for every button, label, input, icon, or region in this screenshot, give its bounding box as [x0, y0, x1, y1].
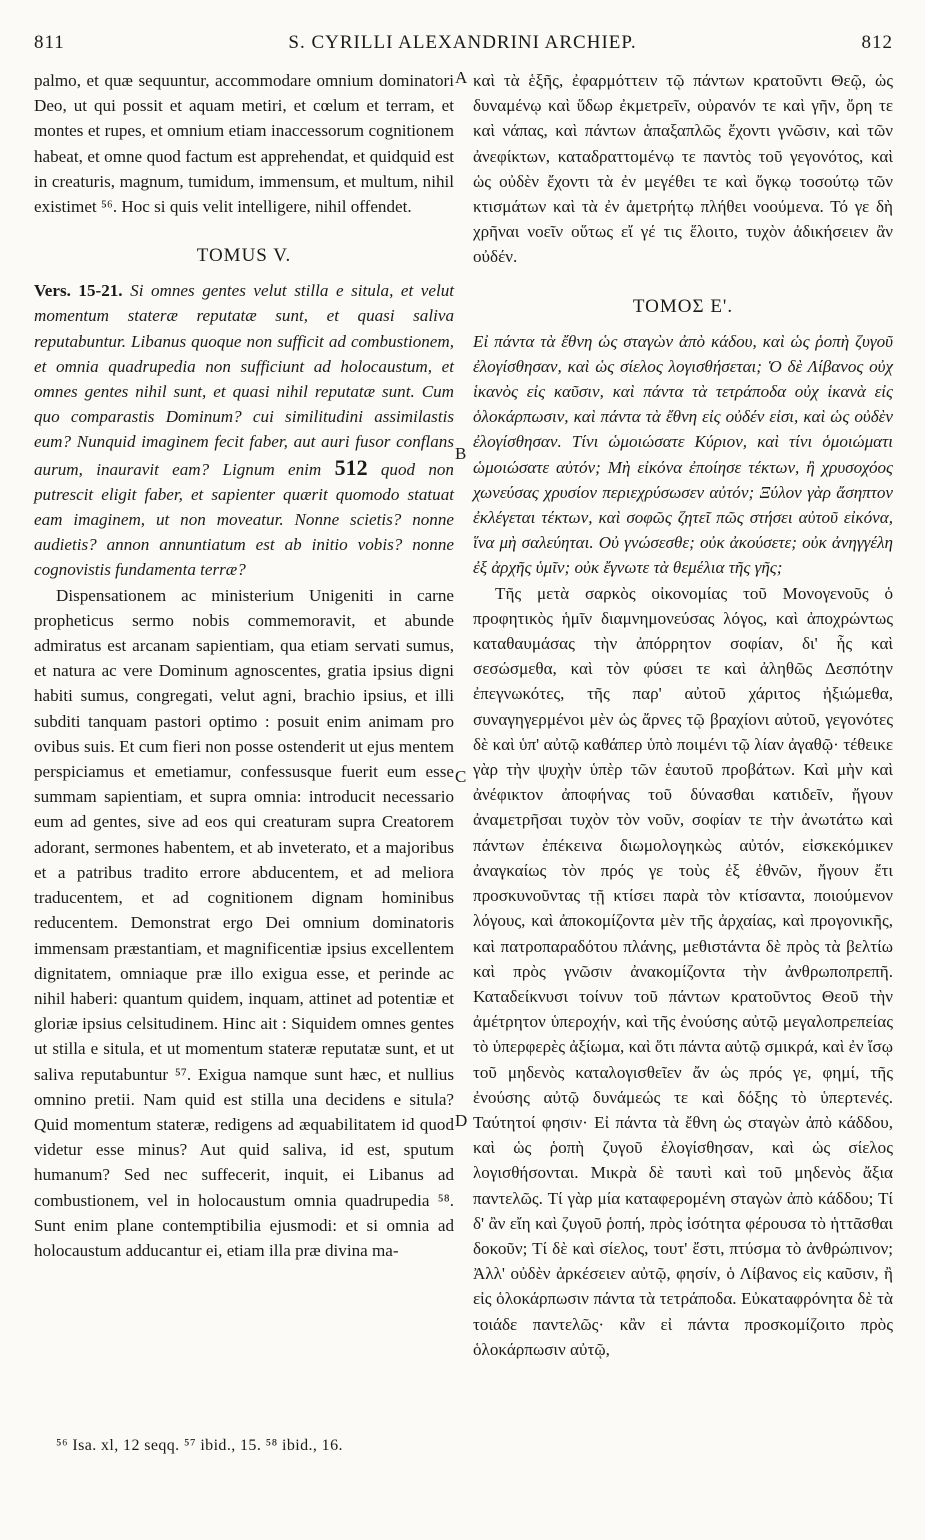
greek-verse: Εἰ πάντα τὰ ἔθνη ὡς σταγὼν ἀπὸ κάδου, καὶ ὡς ῥοπὴ ζυγοῦ ἐλογίσθησαν, καὶ ὡς σίελος λογισθήσεται; Ὁ δὲ Λίβανος οὐχ ἱκανὸς εἰς καῦσιν, καὶ πάντα τὰ τετράποδα οὐχ ἱκανὰ εἰς ὁλοκάρπωσιν, καὶ πάντα τὰ ἔθνη εἰς οὐδέν εἰσι, καὶ ὡς οὐδὲν ἐλογίσθησαν. Τίνι ὡμοιώσατε Κύριον, καὶ τίνι ὁμοιώματι ὡμοιώσατε αὐτόν; Μὴ εἰκόνα ἐποίησε τέκτων, ἢ χρυσοχόος χωνεύσας χρυσίον περιεχρύσωσεν αὐτόν; Ξύλον γὰρ ἄσηπτον ἐκλέγεται τέκτων, καὶ σοφῶς ζητεῖ πῶς στήσει αὐτοῦ εἰκόνα, ἵνα μὴ σαλεύηται. Οὐ γνώσεσθε; οὐκ ἀκούσετε; οὐκ ἀνηγγέλη ἐξ ἀρχῆς ὑμῖν; οὐκ ἔγνωτε τὰ θεμέλια τῆς γῆς; [473, 331, 893, 578]
footnotes: ⁵⁶ Isa. xl, 12 seqq. ⁵⁷ ibid., 15. ⁵⁸ ibid., 16. [56, 1437, 343, 1454]
greek-column [473, 68, 893, 1362]
column-number: 512 [334, 454, 368, 480]
greek-commentary: Τῆς μετὰ σαρκὸς οἰκονομίας τοῦ Μονογενοῦς ὁ προφητικὸς ἡμῖν διαμνημονεύσας λόγος, καὶ ἀποχρώντως καταθαυμάσας τὴν ἀπόρρητον σοφίαν, δι' ἧς καὶ σεσώσμεθα, καὶ τὸν φύσει τε καὶ ἀληθῶς Δεσπότην ἐπεγνωκότες, τῆς παρ' αὐτοῦ χάριτος ἠξιώμεθα, συναγηγερμένοι μὲν ὡς ἄρνες τῷ βραχίονι αὐτοῦ, γεγονότες δὲ καὶ ὑπ' αὐτῷ καθάπερ ὑπὸ ποιμένι τῷ λίαν ἀγαθῷ· τέθεικε γὰρ τὴν ψυχὴν ὑπὲρ τῶν ἑαυτοῦ προβάτων. Καὶ μὴν καὶ ἀνέφικτον ἀποφήνας τοῦ δύνασθαι κατιδεῖν, ἤγουν ἀναμετρῆσαι τυχὸν τὸν νοῦν, σοφίαν τε τὴν ἀνωτάτω καὶ πάντων ἐπέκεινα διωμολογηκὼς αὐτόν, εἰσκεκόμικεν ἀναγκαίως τὸν πρός γε τοὺς ἐξ ἐθνῶν, ἤγουν ἔτι προσκυνοῦντας τῇ κτίσει παρὰ τὸν κτίσαντα, ποιούμενον λόγους, καὶ ἀποκομίζοντα μὲν τῆς ἀρχαίας, καὶ προγονικῆς, καὶ πατροπαραδότου πλάνης, μεθιστάντα δὲ πρὸς τὰ βελτίω καὶ πρὸς γνῶσιν ἀνακομίζοντα τὴν ἀνθρωποπρεπῆ. Καταδείκνυσι τοίνυν τοῦ πάντων κρατοῦντος Θεοῦ τὴν ἀμέτρητον ὑπεροχήν, καὶ τῆς ἐνούσης αὐτῷ μεγαλοπρεπείας τὸ ὑπερφερὲς ἀξίωμα, καὶ ὅτι πάντα αὐτῷ σμικρά, καὶ ἐν ἴσῳ τοῦ μηδενὸς καταλογισθεῖεν ἄν ὡς πρός γε, φημί, τῆς ἐνούσης αὐτῷ δυνάμεώς τε καὶ δόξης τὸ ὑπερτενές. Ταύτητοί φησιν· Εἰ πάντα τὰ ἔθνη ὡς σταγὼν ἀπὸ κάδδου, καὶ ὡς ῥοπὴ ζυγοῦ ἐλογίσθησαν, καὶ ὡς σίελος λογισθήσονται. Μικρὰ δὲ ταυτὶ καὶ τοῦ μηδενὸς ἄξια παντελῶς. Τί γὰρ μία καταφερομένη σταγὼν ἀπὸ κάδδου; Τί δ' ἂν εἴη καὶ ζυγοῦ ῥοπή, πρὸς ἰσότητα φέρουσα τὸ ἡττᾶσθαι δοκοῦν; Τί δὲ καὶ σίελος, τουτ' ἔστι, πτύσμα τὸ ἀνθρώπινον; Ἀλλ' οὐδὲν ἀρκέσειεν αὐτῷ, φησίν, ὁ Λίβανος εἰς καῦσιν, ἢ εἰς ὁλοκάρπωσιν πάντα τὰ τετράποδα. Εὐκαταφρόνητα δὲ τὰ τοιάδε παντελῶς· κἂν εἰ πάντα προσκομίζοιτο πρὸς ὁλοκάρπωσιν αὐτῷ, [473, 583, 893, 1359]
latin-verse [34, 278, 454, 582]
running-title: S. CYRILLI ALEXANDRINI ARCHIEP. [288, 32, 637, 53]
greek-tomus-heading: ΤΟΜΟΣ Ε'. [632, 295, 734, 317]
margin-letter-b: B [455, 444, 467, 463]
latin-verse-text-b: quod non putrescit eligit faber, et sapienter quærit quomodo statuat eam imaginem, ut non moveatur. Nonne scietis? nonne audietis? annon annuntiatum est ab initio vobis? nonne cognovistis fundamenta terræ? [34, 459, 454, 580]
latin-commentary: Dispensationem ac ministerium Unigeniti in carne propheticus sermo nobis commemoravit, et abunde admiratus est arcanam sapientiam, qua etiam servati sumus, et natura ac vere Dominum agnoscentes, gratia ipsius digni habiti sumus, congregati, velut agni, brachio ipsius, et illi subditi tanquam pastori optimo : posuit enim animam pro ovibus suis. Et cum fieri non posse ostenderit ut ejus mentem perspiciamus et emetiamur, confessusque fuerit eum esse summam sapientiam, et supra omnia: introducit necessario eum ad gentes, sive ad eos qui creaturam supra Creatorem adorant, sermones habentem, et ab inveterato, et a majoribus et a patribus tradito errore abducentem, et ad meliora traducentem, et ad cognitionem dignam hominibus reducentem. Demonstrat ergo Dei omnium dominatoris immensam præstantiam, et magnificentiæ ipsius excellentem dignitatem, omniaque præ illo exigua esse, et perinde ac nihil haberi: quantum quidem, inquam, attinet ad potentiæ et gloriæ ipsius celsitudinem. Hinc ait : Siquidem omnes gentes ut stilla e situla, et ut momentum stateræ reputatæ sunt, et ut saliva reputabuntur ⁵⁷. Exigua namque sunt hæc, et nullius omnino pretii. Nam quid est stilla una decidens e situla? Quid momentum stateræ, redigens ad æquabilitatem id quod videtur esse minus? Aut quid saliva, id est, sputum humanum? Sed nec suffecerit, inquit, ei Libanus ad combustionem, vel in holocaustum omnia quadrupedia ⁵⁸. Sunt enim plane contemptibilia ejusmodi: et si omnia ad holocaustum adducantur ei, etiam illa præ divina ma- [34, 585, 454, 1260]
greek-intro: καὶ τὰ ἑξῆς, ἐφαρμόττειν τῷ πάντων κρατοῦντι Θεῷ, ὡς δυναμένῳ καὶ ὕδωρ ἐκμετρεῖν, οὐρανόν τε καὶ γῆν, ὄρη τε καὶ νάπας, καὶ πάντων ἁπαξαπλῶς ἔχοντι γνῶσιν, καὶ τῶν ἀνεφίκτων, καταδραττομένῳ τε παντὸς τοῦ γεγονότος, καὶ ὡς οὐδὲν ἔχοντι τὰ ἐν μεγέθει τε καὶ ὄγκῳ τοσούτῳ τῶν κτισμάτων καὶ τὰ ἐν ἀμετρήτῳ πλήθει νοούμενα. Τό γε δὴ χρῆναι νοεῖν οὕτως εἴ γέ τις ἕλοιτο, τυχὸν ἀδικήσειεν ἂν οὐδέν. [473, 71, 893, 267]
page-number-right: 812 [861, 32, 893, 53]
running-header [0, 32, 925, 62]
margin-letter-a: A [455, 68, 468, 87]
latin-intro: palmo, et quæ sequuntur, accommodare omnium dominatori Deo, ut qui possit et aquam metiri, et cœlum et terram, et montes et rupes, et omnium etiam inaccessorum cognitionem habeat, et omne quod factum est apprehendat, et quidquid est in creaturis, magnum, tumidum, immensum, et multum, nihil existimet ⁵⁶. Hoc si quis velit intelligere, nihil offendet. [34, 71, 454, 217]
latin-column [34, 68, 454, 1263]
verse-reference: Vers. 15-21. [34, 281, 123, 301]
latin-tomus-heading: TOMUS V. [196, 245, 292, 267]
margin-letter-d: D [455, 1111, 468, 1130]
latin-verse-text-a: Si omnes gentes velut stilla e situla, et velut momentum stateræ reputatæ sunt, et quasi saliva reputabuntur. Libanus quoque non sufficit ad combustionem, et omnia quadrupedia non sufficiunt ad holocaustum, et omnes gentes nihil sunt, et quasi nihil reputatæ sunt. Cum quo comparastis Dominum? cui similitudini assimilastis eum? Nunquid imaginem fecit faber, aut auri fusor conflans aurum, inauravit eam? Lignum enim [34, 281, 454, 479]
page-number-left: 811 [34, 32, 65, 53]
margin-letter-c: C [455, 767, 467, 786]
